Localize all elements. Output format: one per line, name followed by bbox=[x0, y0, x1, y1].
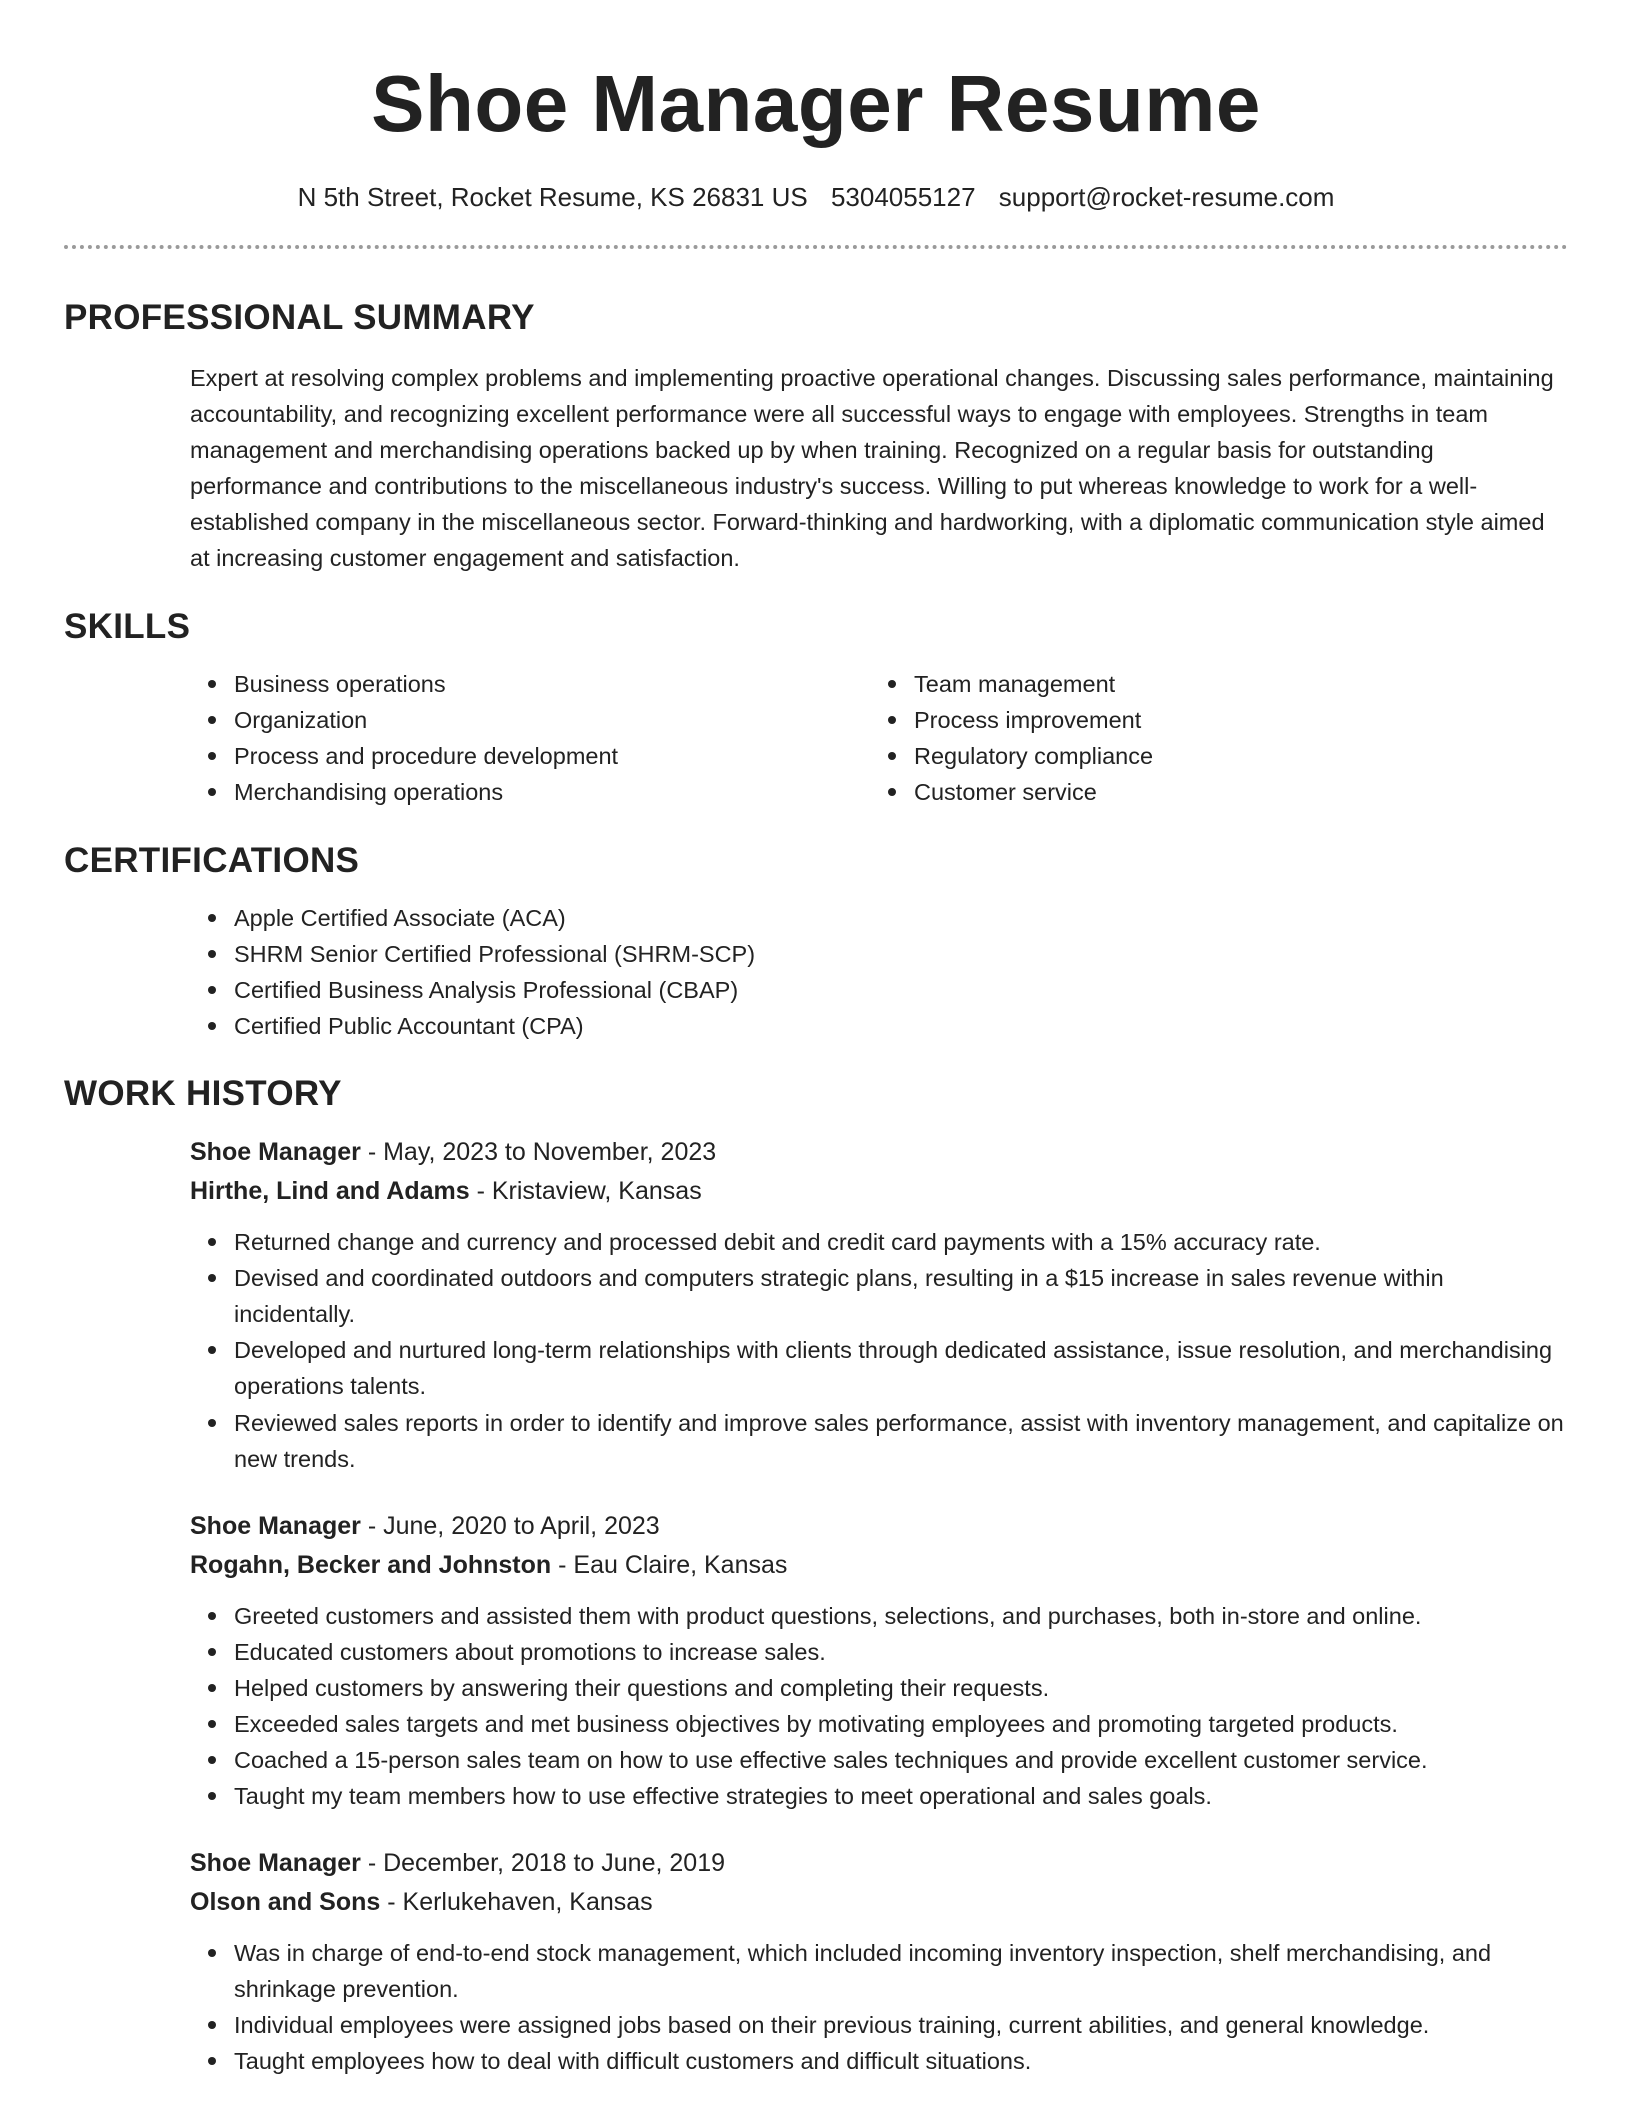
job-bullet: Individual employees were assigned jobs based on their previous training, current abilities, and general knowledge. bbox=[234, 2007, 1568, 2043]
contact-address: N 5th Street, Rocket Resume, KS 26831 US bbox=[297, 182, 808, 212]
job-company: Rogahn, Becker and Johnston bbox=[190, 1551, 552, 1579]
job-role: Shoe Manager bbox=[190, 1849, 361, 1877]
job-role: Shoe Manager bbox=[190, 1512, 361, 1540]
skill-item: Process improvement bbox=[914, 702, 1550, 738]
skills-heading: SKILLS bbox=[64, 607, 191, 646]
job-dates: - December, 2018 to June, 2019 bbox=[360, 1849, 725, 1877]
skill-item: Customer service bbox=[914, 774, 1550, 810]
job-bullet: Taught my team members how to use effective strategies to meet operational and sales goals. bbox=[234, 1778, 1568, 1814]
certification-item: SHRM Senior Certified Professional (SHRM-SCP) bbox=[234, 936, 1568, 972]
job-bullet: Reviewed sales reports in order to identify and improve sales performance, assist with inventory management, and capitalize on new trends. bbox=[234, 1405, 1568, 1477]
certifications-list bbox=[190, 900, 1568, 1044]
job-bullet: Greeted customers and assisted them with product questions, selections, and purchases, both in-store and online. bbox=[234, 1598, 1568, 1634]
summary-heading: PROFESSIONAL SUMMARY bbox=[64, 298, 535, 337]
certifications-heading: CERTIFICATIONS bbox=[64, 841, 360, 880]
job-location: - Kristaview, Kansas bbox=[469, 1177, 702, 1205]
skill-item: Organization bbox=[234, 702, 870, 738]
job-bullet: Coached a 15-person sales team on how to use effective sales techniques and provide excellent customer service. bbox=[234, 1742, 1568, 1778]
skill-item: Regulatory compliance bbox=[914, 738, 1550, 774]
resume-title: Shoe Manager Resume bbox=[371, 59, 1261, 148]
job-bullet: Devised and coordinated outdoors and computers strategic plans, resulting in a $15 increase in sales revenue within incidentally. bbox=[234, 1260, 1568, 1332]
skill-item: Team management bbox=[914, 666, 1550, 702]
contact-email: support@rocket-resume.com bbox=[998, 182, 1335, 212]
job-bullet: Developed and nurtured long-term relationships with clients through dedicated assistance, issue resolution, and merchandising operations talents. bbox=[234, 1332, 1568, 1404]
job-bullets bbox=[190, 1935, 1568, 2079]
job-dates: - May, 2023 to November, 2023 bbox=[360, 1138, 717, 1166]
skill-item: Merchandising operations bbox=[234, 774, 870, 810]
job-title-line bbox=[190, 1133, 1568, 1172]
contact-phone: 5304055127 bbox=[830, 182, 976, 212]
job-location: - Kerlukehaven, Kansas bbox=[380, 1888, 653, 1916]
job-bullets bbox=[190, 1224, 1568, 1477]
job-bullet: Exceeded sales targets and met business objectives by motivating employees and promoting targeted products. bbox=[234, 1706, 1568, 1742]
skill-item: Process and procedure development bbox=[234, 738, 870, 774]
job-dates: - June, 2020 to April, 2023 bbox=[360, 1512, 660, 1540]
job-title-line bbox=[190, 1507, 1568, 1546]
job-company-line bbox=[190, 1172, 1568, 1211]
job-company-line bbox=[190, 1883, 1568, 1922]
skills-grid bbox=[190, 666, 1568, 810]
skill-item: Business operations bbox=[234, 666, 870, 702]
job-bullet: Was in charge of end-to-end stock management, which included incoming inventory inspection, shelf merchandising, and shrinkage prevention. bbox=[234, 1935, 1568, 2007]
job-location: - Eau Claire, Kansas bbox=[551, 1551, 788, 1579]
job-bullet: Helped customers by answering their questions and completing their requests. bbox=[234, 1670, 1568, 1706]
job-bullets bbox=[190, 1598, 1568, 1814]
job-entry bbox=[190, 1133, 1568, 1477]
job-company: Hirthe, Lind and Adams bbox=[190, 1177, 470, 1205]
job-bullet: Taught employees how to deal with difficult customers and difficult situations. bbox=[234, 2043, 1568, 2079]
job-bullet: Educated customers about promotions to increase sales. bbox=[234, 1634, 1568, 1670]
job-role: Shoe Manager bbox=[190, 1138, 361, 1166]
contact-line bbox=[64, 180, 1568, 214]
job-entry bbox=[190, 1507, 1568, 1814]
job-entry bbox=[190, 1844, 1568, 2079]
job-company: Olson and Sons bbox=[190, 1888, 381, 1916]
skills-column-right bbox=[870, 666, 1550, 810]
summary-text: Expert at resolving complex problems and implementing proactive operational changes. Discussing sales performance, maintaining accountability, and recognizing excellent performance were all successful ways to engage with employees. Strengths in team management and merchandising operations backed up by when training. Recognized on a regular basis for outstanding performance and contributions to the miscellaneous industry's success. Willing to put whereas knowledge to work for a well-established company in the miscellaneous sector. Forward-thinking and hardworking, with a diplomatic communication style aimed at increasing customer engagement and satisfaction. bbox=[190, 365, 1554, 571]
header-divider bbox=[64, 245, 1568, 249]
certification-item: Certified Business Analysis Professional (CBAP) bbox=[234, 972, 1568, 1008]
skills-column-left bbox=[190, 666, 870, 810]
certification-item: Certified Public Accountant (CPA) bbox=[234, 1008, 1568, 1044]
job-bullet: Returned change and currency and processed debit and credit card payments with a 15% accuracy rate. bbox=[234, 1224, 1568, 1260]
job-company-line bbox=[190, 1546, 1568, 1585]
job-title-line bbox=[190, 1844, 1568, 1883]
certification-item: Apple Certified Associate (ACA) bbox=[234, 900, 1568, 936]
work-history-heading: WORK HISTORY bbox=[64, 1074, 342, 1113]
